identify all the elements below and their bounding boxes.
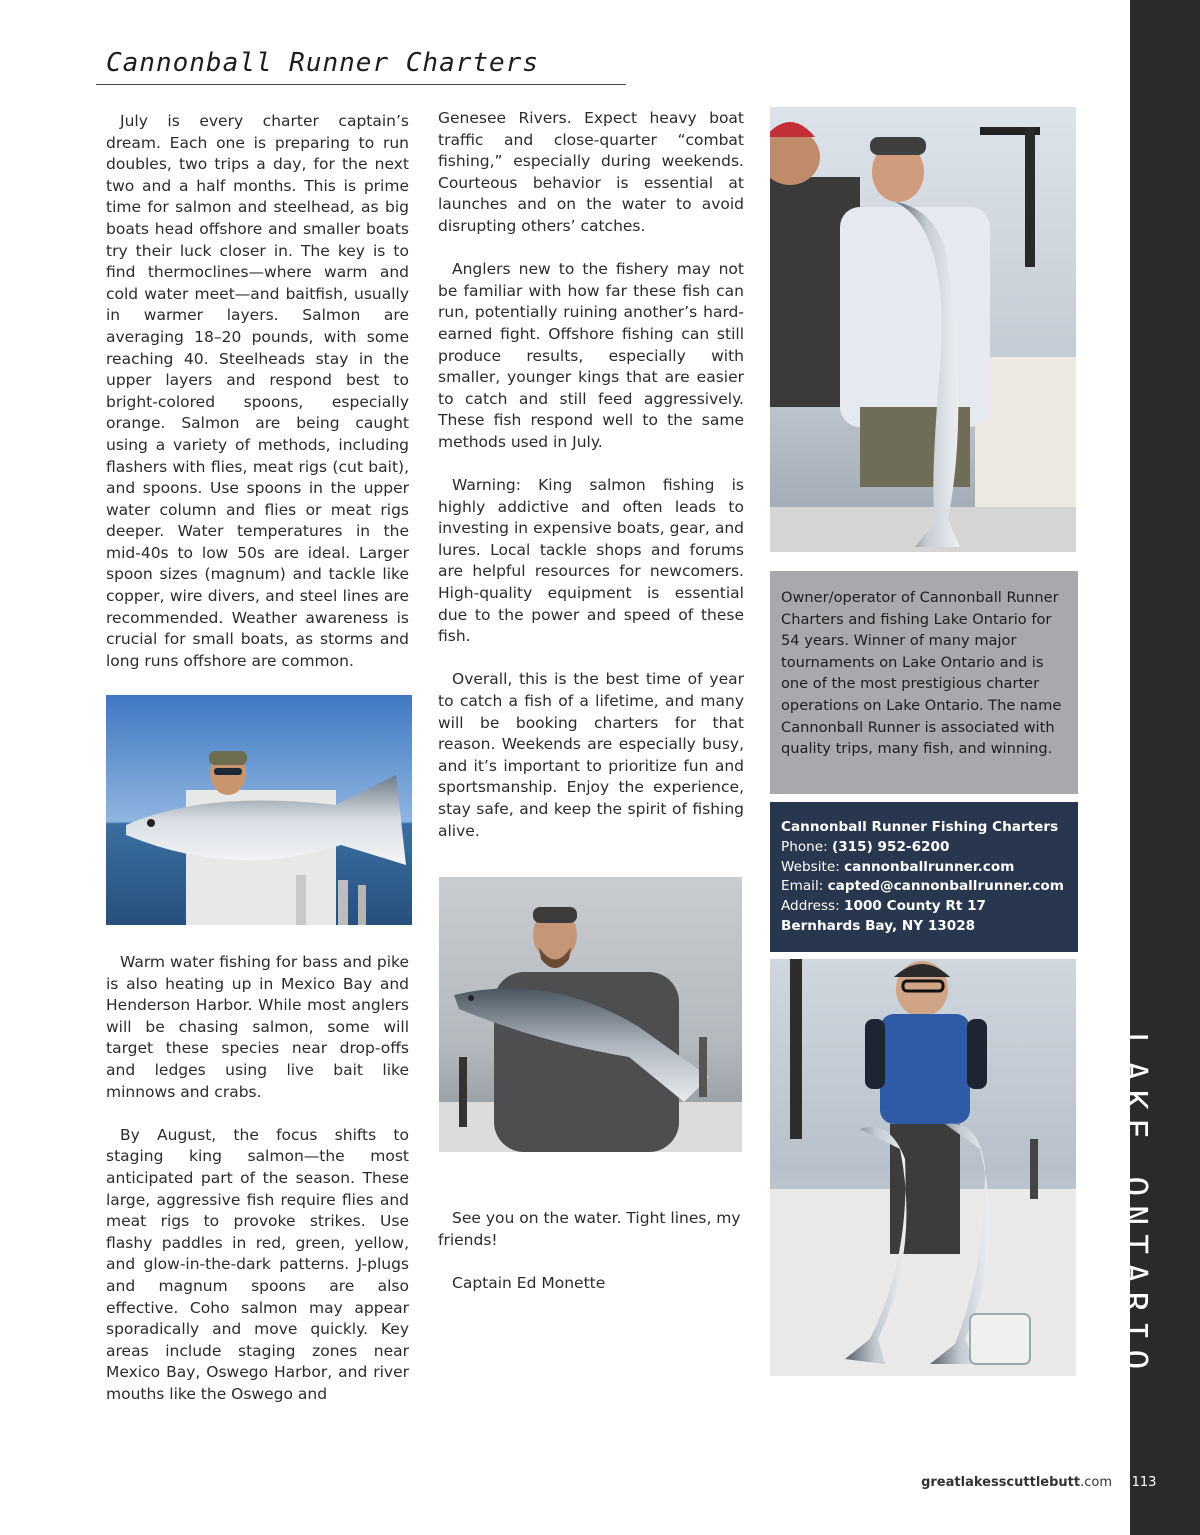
website-label: Website: [781, 858, 845, 875]
closing-line: See you on the water. Tight lines, my friends! [438, 1209, 741, 1249]
email-link[interactable]: capted@cannonballrunner.com [827, 878, 1064, 895]
paragraph: Overall, this is the best time of year to catch a fish of a lifetime, and many will be booking charters for that reason. Weekends are especially busy, and it’s important to prioritize fun and sportsmanship. Enjoy the experience, stay safe, and keep the spirit of fishing alive. [438, 670, 744, 840]
article-column-1-continued [106, 952, 409, 1405]
website-link[interactable]: cannonballrunner.com [844, 858, 1015, 875]
photo-two-men-with-king-salmon [770, 107, 1076, 552]
photo-man-holding-salmon [106, 695, 412, 925]
paragraph: Genesee Rivers. Expect heavy boat traffic and close-quarter “combat fishing,” especially during weekends. Courteous behavior is essential at launches and on the water to avoid disrupting others’ catches. [438, 109, 744, 235]
article-column-1 [106, 111, 409, 672]
address-label: Address: [781, 898, 845, 915]
title-underline [96, 84, 626, 85]
phone-label: Phone: [781, 838, 833, 855]
captain-bio-box: Owner/operator of Cannonball Runner Charters and fishing Lake Ontario for 54 years. Winner of many major tournaments on Lake Ontario and is one of the most prestigious charter operations on Lake Ontario. The name Cannonball Runner is associated with quality trips, many fish, and winning. [770, 571, 1078, 794]
email-label: Email: [781, 878, 828, 895]
footer-url-suffix: .com [1080, 1475, 1112, 1490]
contact-address-row [781, 897, 1068, 917]
contact-phone-row [781, 838, 1068, 858]
footer-url-bold: greatlakesscuttlebutt [921, 1475, 1081, 1490]
photo-man-in-hoodie-with-salmon [439, 877, 742, 1152]
section-label: LAKE ONTARIO [1116, 1032, 1155, 1379]
page-title: Cannonball Runner Charters [106, 48, 539, 78]
contact-company-name: Cannonball Runner Fishing Charters [781, 819, 1059, 835]
paragraph: Warning: King salmon fishing is highly addictive and often leads to investing in expensive boats, gear, and lures. Local tackle shops and forums are helpful resources for newcomers. High-quality equipment is essential due to the power and speed of these fish. [438, 476, 744, 646]
contact-website-row [781, 858, 1068, 878]
paragraph: By August, the focus shifts to staging king salmon—the most anticipated part of the season. These large, aggressive fish require flies and meat rigs to provoke strikes. Use flashy paddles in red, green, yellow, and glow-in-the-dark patterns. J-plugs and magnum spoons are also effective. Coho salmon may appear sporadically and move quickly. Key areas include staging zones near Mexico Bay, Oswego Harbor, and river mouths like the Oswego and [106, 1125, 409, 1403]
photo-boy-with-two-salmon [770, 959, 1076, 1376]
address-line-1: 1000 County Rt 17 [844, 898, 986, 915]
contact-info-box [770, 802, 1078, 952]
paragraph: July is every charter captain’s dream. Each one is preparing to run doubles, two trips a day, for the next two and a half months. This is prime time for salmon and steelhead, as big boats head offshore and smaller boats try their luck closer in. The key is to find thermoclines—where warm and cold water meet—and baitfish, usually in warmer layers. Salmon are averaging 18–20 pounds, with some reaching 40. Steelheads stay in the upper layers and respond best to bright-colored spoons, especially orange. Salmon are being caught using a variety of methods, including flashers with flies, meat rigs (cut bait), and spoons. Use spoons in the upper water column and flies or meat rigs deeper. Water temperatures in the mid-40s to low 50s are ideal. Larger spoon sizes (magnum) and tackle like copper, wire divers, and steel lines are recommended. Weather awareness is crucial for small boats, as storms and long runs offshore are common. [106, 112, 409, 670]
signature: Captain Ed Monette [452, 1273, 606, 1292]
address-line-2: Bernhards Bay, NY 13028 [781, 917, 976, 934]
paragraph: Warm water fishing for bass and pike is also heating up in Mexico Bay and Henderson Harbor. While most anglers will be chasing salmon, some will target these species near drop-offs and ledges using live bait like minnows and crabs. [106, 953, 409, 1101]
paragraph: Anglers new to the fishery may not be familiar with how far these fish can run, potentially ruining another’s hard-earned fight. Offshore fishing can still produce results, especially with smaller, younger kings that are easier to catch and still feed aggressively. These fish respond well to the same methods used in July. [438, 260, 744, 451]
footer-website [880, 1475, 1112, 1490]
closing-section [438, 1208, 744, 1294]
phone-number: (315) 952-6200 [832, 838, 950, 855]
contact-email-row [781, 877, 1068, 897]
page-number: 113 [1131, 1475, 1157, 1490]
article-column-2 [438, 108, 744, 842]
